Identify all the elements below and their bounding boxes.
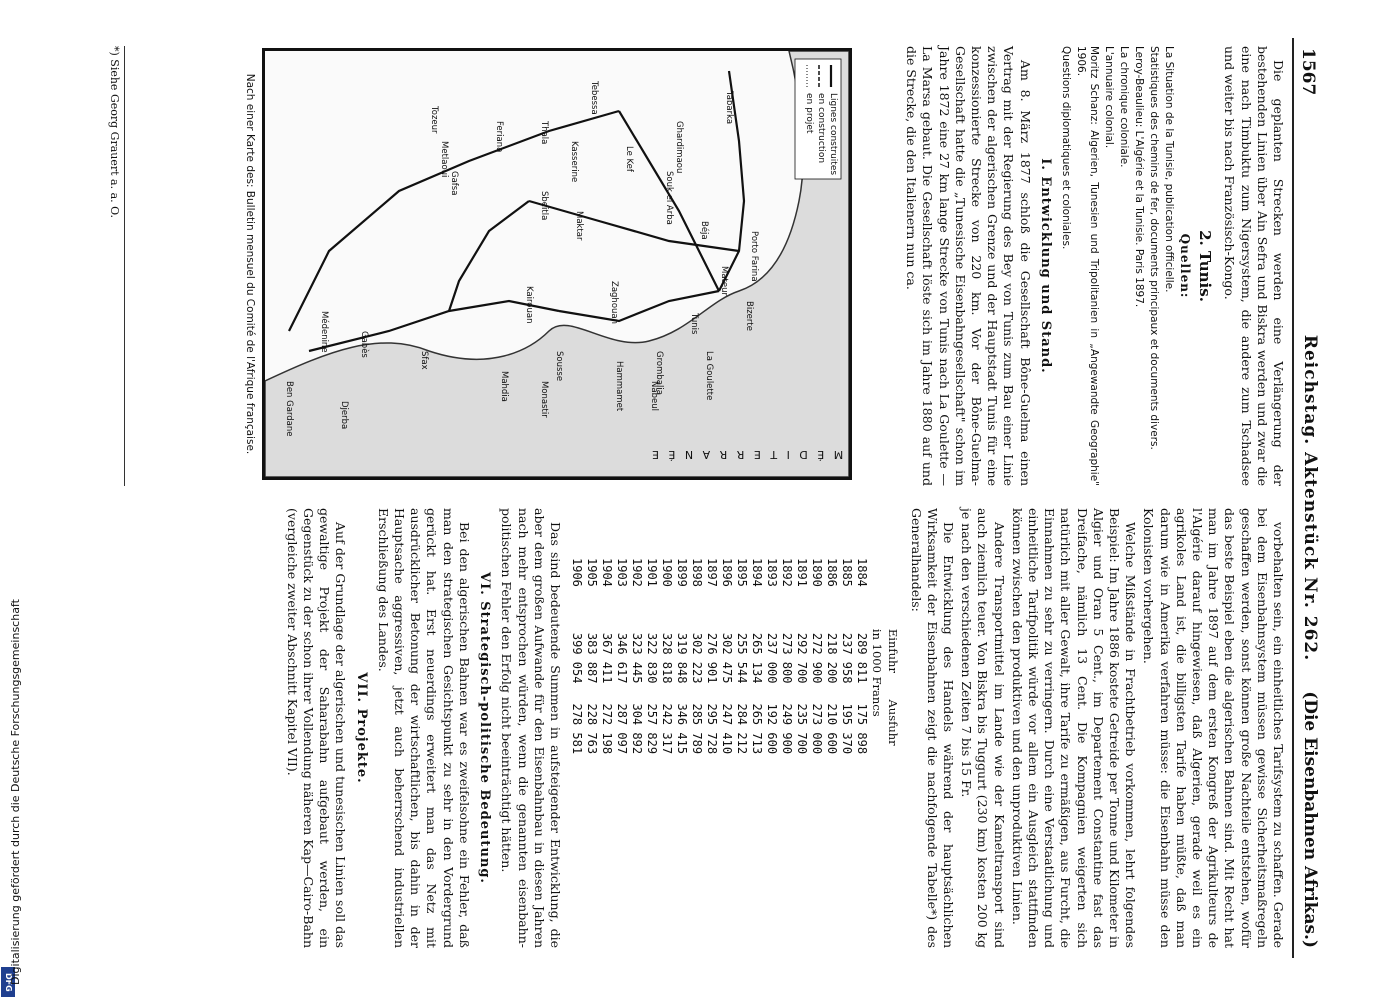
table-row xyxy=(659,548,674,764)
export-cell: 278 581 xyxy=(569,703,584,755)
import-cell: 383 887 xyxy=(584,632,599,684)
import-cell: 323 445 xyxy=(629,632,644,684)
map-place-label: Sbeitla xyxy=(539,191,549,221)
export-cell: 195 370 xyxy=(839,703,854,755)
table-row xyxy=(854,548,869,764)
import-cell: 292 700 xyxy=(794,632,809,684)
legend-item: Lignes construites xyxy=(828,93,838,176)
paragraph: Auf der Grundlage der algerischen und tunesischen Linien soll das gewaltige Projekt der Saharabahn aufgebaut werden, ein Gegenstück zu der schon ihrer Vollendung näheren Kap—Cairo-Bahn (vergleiche zweiter Abschnitt Kapitel VII). xyxy=(284,508,349,948)
source-item: L'annuaire colonial. xyxy=(1102,46,1115,149)
table-caption-row xyxy=(885,548,901,764)
chapter-heading: 2. Tunis. xyxy=(1196,230,1215,302)
section-heading: I. Entwicklung und Stand. xyxy=(1037,158,1053,374)
map-place-label: Tunis xyxy=(689,313,699,335)
table-row xyxy=(599,548,614,764)
map-place-label: Béja xyxy=(699,221,709,240)
import-cell: 265 134 xyxy=(749,632,764,684)
year-cell: 1897 xyxy=(704,558,719,587)
table-row xyxy=(689,548,704,764)
header-rule xyxy=(1292,38,1294,958)
paragraph: Das sind bedeutende Summen in aufsteigender Entwicklung, die aber dem großen Aufwande für den Eisenbahnbau in diesen Jahren nach mehr entsprochen würden, wenn die genannten eisenbahn-politischen Fehler den Erfolg nicht beeinträchtigt hätten. xyxy=(499,508,563,948)
import-cell: 237 000 xyxy=(764,632,779,684)
section-title: (Die Eisenbahnen Afrikas.) xyxy=(1300,691,1320,948)
map-place-label: Sfax xyxy=(419,351,429,370)
map-place-label: Ben Gardane xyxy=(284,381,294,437)
import-cell: 322 830 xyxy=(644,632,659,684)
import-cell: 302 475 xyxy=(719,632,734,684)
table-row xyxy=(674,548,689,764)
table-row xyxy=(779,548,794,764)
import-cell: 319 848 xyxy=(674,632,689,684)
page-number: 1567 xyxy=(1298,48,1318,96)
year-cell: 1892 xyxy=(779,558,794,587)
tunisia-railway-map xyxy=(262,48,852,480)
sources-list xyxy=(1059,46,1175,486)
map-place-label: Tabarka xyxy=(724,91,734,125)
paragraph: Die geplanten Strecken werden eine Verlängerung der bestehenden Linien über Ain Sefra und Biskra werden und zwar die eine nach Timbuktu zum Nigersystem, die andere zum Tschadsee und weiter bis nach Französisch-Kongo. xyxy=(1222,46,1286,486)
right-column xyxy=(901,46,1286,486)
footnote: *) Siehe Georg Grauert a. a. O. xyxy=(108,46,125,486)
import-cell: 367 411 xyxy=(599,632,614,684)
map-place-label: Metlaoui xyxy=(439,141,449,178)
export-cell: 192 600 xyxy=(764,703,779,755)
left-column xyxy=(282,508,1286,948)
year-cell: 1893 xyxy=(764,558,779,587)
import-cell: 289 811 xyxy=(854,632,869,684)
map-place-label: Hammamet xyxy=(614,361,624,412)
map-place-label: Djerba xyxy=(339,401,349,430)
map-place-label: Feriana xyxy=(494,121,504,153)
year-cell: 1901 xyxy=(644,558,659,587)
paragraph: Die Entwicklung des Handels während der hauptsächlichen Wirksamkeit der Eisenbahnen zeigt die nachfolgende Tabelle*) des Generalhandels: xyxy=(908,508,956,948)
export-cell: 272 198 xyxy=(599,703,614,755)
map-place-label: Grombalia xyxy=(654,351,664,395)
year-cell: 1903 xyxy=(614,558,629,587)
table-row xyxy=(809,548,824,764)
year-cell: 1904 xyxy=(599,558,614,587)
import-cell: 255 544 xyxy=(734,632,749,684)
table-header-cell: Ausfuhr xyxy=(886,699,901,746)
map-place-label: Le Kef xyxy=(624,146,634,172)
paragraph: Am 8. März 1877 schloß die Gesellschaft Bône-Guelma einen Vertrag mit der Regierung des Bey von Tunis zum Bau einer Linie zwischen der algerischen Grenze und der Hauptstadt Tunis für eine konzessionierte Strecke von 220 km. Vor der Bône-Guelma-Gesellschaft hatte die „Tunesische Eisenbahngesellschaft" schon im Jahre 1872 eine 27 km lange Strecke von Tunis nach La Goulette — La Marsa gebaut. Die Gesellschaft löste sich im Jahre 1880 auf und die Strecke, die den Italienern nun ca. xyxy=(904,46,1033,486)
year-cell: 1886 xyxy=(824,558,839,587)
import-cell: 346 617 xyxy=(614,632,629,684)
table-row xyxy=(704,548,719,764)
table-row xyxy=(839,548,854,764)
year-cell: 1905 xyxy=(584,558,599,587)
year-cell: 1899 xyxy=(674,558,689,587)
map-place-label: Mahdia xyxy=(499,371,509,402)
import-cell: 218 200 xyxy=(824,632,839,684)
year-cell: 1896 xyxy=(719,558,734,587)
export-cell: 210 600 xyxy=(824,703,839,755)
table-unit: in 1000 Francs xyxy=(870,628,885,717)
year-cell: 1890 xyxy=(809,558,824,587)
table-row xyxy=(719,548,734,764)
sea-label: M É D I T E R R A N É E xyxy=(649,448,844,461)
map-place-label: Gafsa xyxy=(449,171,459,196)
page-title: Reichstag. Aktenstück Nr. 262. xyxy=(1300,334,1320,662)
year-cell: 1902 xyxy=(629,558,644,587)
legend-item: en projet xyxy=(804,93,814,134)
map-place-label: Souk el Arba xyxy=(664,171,674,225)
source-item: La chronique coloniale. xyxy=(1117,46,1130,168)
page-header xyxy=(1292,38,1322,958)
import-cell: 399 054 xyxy=(569,632,584,684)
export-cell: 287 097 xyxy=(614,703,629,755)
import-cell: 273 800 xyxy=(779,632,794,684)
section-heading: VII. Projekte. xyxy=(353,672,369,784)
map-place-label: Monastir xyxy=(539,381,549,418)
table-header-cell xyxy=(885,548,901,623)
export-cell: 265 713 xyxy=(749,703,764,755)
map-place-label: Nabeul xyxy=(649,381,659,411)
table-row xyxy=(614,548,629,764)
export-cell: 228 763 xyxy=(584,703,599,755)
map-place-label: Médenine xyxy=(319,311,329,353)
year-cell: 1891 xyxy=(794,558,809,587)
export-cell: 249 900 xyxy=(779,703,794,755)
table-row xyxy=(644,548,659,764)
table-header-cell: Einfuhr xyxy=(886,628,901,673)
table-row xyxy=(629,548,644,764)
map-place-label: Gabès xyxy=(359,331,369,358)
import-cell: 328 818 xyxy=(659,632,674,684)
legend-labels xyxy=(803,93,839,175)
table-row xyxy=(734,548,749,764)
section-heading: VI. Strategisch-politische Bedeutung. xyxy=(477,572,493,884)
import-cell: 276 901 xyxy=(704,632,719,684)
year-cell: 1895 xyxy=(734,558,749,587)
export-cell: 284 212 xyxy=(734,703,749,755)
map-place-label: Tozeur xyxy=(429,106,439,134)
trade-table xyxy=(569,548,901,764)
source-item: Questions diplomatiques et coloniales. xyxy=(1059,46,1072,250)
source-item: Statistiques des chemins de fer, documents principaux et documents divers. xyxy=(1147,46,1160,450)
table-row xyxy=(584,548,599,764)
legend-item: en construction xyxy=(816,93,826,164)
export-cell: 247 410 xyxy=(719,703,734,755)
sources-heading: Quellen: xyxy=(1177,233,1192,299)
digitization-credit: Digitalisierung gefördert durch die Deutsche Forschungsgemeinschaft xyxy=(9,599,22,985)
year-cell: 1884 xyxy=(854,558,869,587)
map-drawing xyxy=(265,51,849,477)
export-cell: 175 898 xyxy=(854,703,869,755)
table-row xyxy=(794,548,809,764)
map-place-label: Maktar xyxy=(574,211,584,241)
map-place-label: Zaghouan xyxy=(609,281,619,324)
export-cell: 242 317 xyxy=(659,703,674,755)
export-cell: 346 415 xyxy=(674,703,689,755)
export-cell: 285 789 xyxy=(689,703,704,755)
page-rotated xyxy=(80,38,1330,958)
paragraph: vorbehalten sein, ein einheitliches Tarifsystem zu schaffen. Gerade bei dem Eisenbahnsystem müssen gewisse Sicherheitsmaßregeln geschaffen werden, sonst können große Nachteile entstehen, wofür das beste Beispiel eben die algerischen Bahnen sind. Mit Recht hat man im Jahre 1897 auf dem ersten Kongreß der Agrikulteurs de l'Algérie darauf hingewiesen, daß Algerien, gerade weil es ein agrikoles Land ist, die billigsten Tarife haben müßte, daß man darum wie in Amerika verfahren müsse: die Eisenbahn müsse den Kolonisten vorhergehen. xyxy=(1141,508,1286,948)
map-place-label: Kairouan xyxy=(524,286,534,324)
import-cell: 302 223 xyxy=(689,632,704,684)
table-row xyxy=(764,548,779,764)
export-cell: 273 000 xyxy=(809,703,824,755)
source-item: La Situation de la Tunisie, publication officielle. xyxy=(1162,46,1175,293)
paragraph: Welche Mißstände in Frachtbetrieb vorkommen, lehrt folgendes Beispiel: Im Jahre 1886 kostete Getreide per Tonne und Kilometer in Algier und Oran 5 Cent., im Departement Constantine fast das Dreifache, nämlich 13 Cent. Die Kompagnien weigerten sich natürlich mit aller Gewalt, ihre Tarife zu ermäßigen, aus Furcht, die Einnahmen zu sehr zu verringern. Durch eine Verstaatlichung und einheitliche Tarifpolitik würde vor allem ein Ausgleich stattfinden können zwischen den produktiven und den unproduktiven Linien. xyxy=(1009,508,1139,948)
table-row xyxy=(569,548,584,764)
scanned-page xyxy=(80,38,1330,958)
export-cell: 257 829 xyxy=(644,703,659,755)
map-place-label: Thala xyxy=(539,121,549,145)
table-row xyxy=(749,548,764,764)
export-cell: 235 700 xyxy=(794,703,809,755)
year-cell: 1900 xyxy=(659,558,674,587)
import-cell: 272 900 xyxy=(809,632,824,684)
year-cell: 1898 xyxy=(689,558,704,587)
paragraph: Bei den algerischen Bahnen war es zweifelsohne ein Fehler, daß man den strategischen Gesichtspunkt zu sehr in den Vordergrund gerückt hat. Erst neuerdings erweitert man das Netz mit ausdrücklicher Betonung der wirtschaftlichen, bis dahin in der Hauptsache aggressiven, jetzt auch beherrschend industriellen Erschließung des Landes. xyxy=(375,508,472,948)
year-cell: 1885 xyxy=(839,558,854,587)
map-place-label: Sousse xyxy=(554,351,564,382)
map-place-label: Bizerte xyxy=(744,301,754,331)
map-place-label: Tebessa xyxy=(589,81,599,115)
table-body xyxy=(569,548,869,764)
source-item: Moritz Schanz: Algerien, Tunesien und Tripolitanien in „Angewandte Geographie" 1906. xyxy=(1074,46,1100,486)
dfg-logo: DFG xyxy=(1,967,15,997)
paragraph: Andere Transportmittel im Lande wie der Kameltransport sind auch ziemlich teuer. Von Biskra bis Tuggurt (230 km) kosten 200 kg je nach den verschiedenen Zeiten 7 bis 15 Fr. xyxy=(959,508,1007,948)
dfg-imprint xyxy=(0,0,22,1000)
export-cell: 295 728 xyxy=(704,703,719,755)
year-cell: 1894 xyxy=(749,558,764,587)
map-place-label: Mateur xyxy=(719,266,729,296)
map-place-label: Porto Farina xyxy=(749,231,759,282)
year-cell: 1906 xyxy=(569,558,584,587)
source-item: Leroy-Beaulieu: L'Algérie et la Tunisie. Paris 1897. xyxy=(1132,46,1145,308)
map-place-label: Kasserine xyxy=(569,141,579,183)
import-cell: 237 958 xyxy=(839,632,854,684)
map-place-label: Ghardimaou xyxy=(674,121,684,174)
table-row xyxy=(824,548,839,764)
export-cell: 304 892 xyxy=(629,703,644,755)
map-caption: Nach einer Karte des: Bulletin mensuel du Comité de l'Afrique française. xyxy=(244,73,256,455)
map-place-label: La Goulette xyxy=(704,351,714,401)
